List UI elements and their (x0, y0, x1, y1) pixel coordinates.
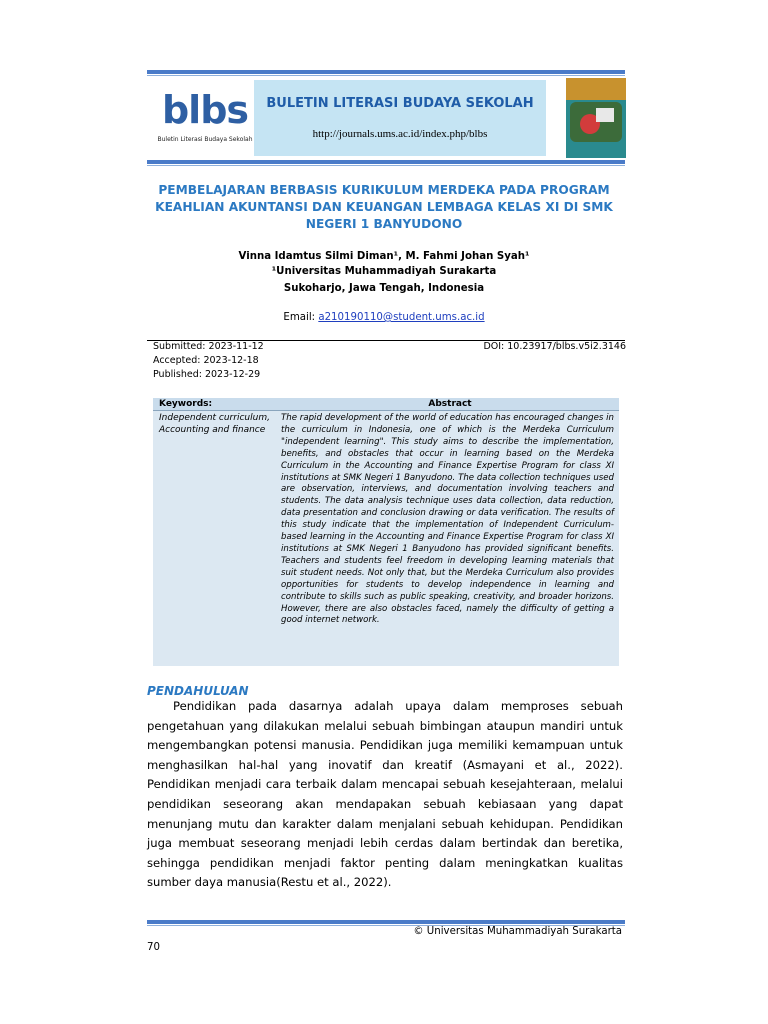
accepted-date: Accepted: 2023-12-18 (153, 355, 259, 366)
journal-title: BULETIN LITERASI BUDAYA SEKOLAH (266, 96, 534, 111)
abstract-table-header (153, 398, 619, 411)
intro-paragraph: Pendidikan pada dasarnya adalah upaya dalam memproses sebuah pengetahuan yang dilakukan melalui sebuah bimbingan ataupun mandiri untuk mengembangkan potensi manusia. Pendidikan juga memiliki kemampuan untuk menghasilkan hal-hal yang inovatif dan kreatif (Asmayani et al., 2022). Pendidikan menjadi cara terbaik dalam mencapai sebuah kesejahteraan, melalui pendidikan seseorang akan mendapakan sebuah kebiasaan yang dapat menunjang mutu dan karakter dalam menjalani sebuah kehidupan. Pendidikan juga membuat seseorang menjadi lebih cerdas dalam bertindak dan beretika, sehingga pendidikan menjadi faktor penting dalam meningkatkan kualitas sumber daya manusia(Restu et al., 2022). (147, 699, 623, 890)
keywords-text: Independent curriculum, Accounting and finance (159, 413, 270, 435)
journal-url[interactable]: http://journals.ums.ac.id/index.php/blbs (312, 128, 488, 140)
logo-wordmark: blbs (161, 88, 249, 132)
author-affiliation: ¹Universitas Muhammadiyah Surakarta (271, 266, 497, 277)
section-heading: PENDAHULUAN (147, 684, 249, 698)
keywords-header: Keywords: (159, 399, 213, 409)
journal-logo (157, 86, 253, 152)
abstract-text: The rapid development of the world of education has encouraged changes in the curriculum in Indonesia, one of which is the Merdeka Curriculum "independent learning". This study aims to describe the implementation, benefits, and obstacles that occur in learning based on the Merdeka Curriculum in the Accounting and Finance Expertise Program for class XI institutions at SMK Negeri 1 Banyudono. The data collection techniques used are observation, interviews, and documentation involving teachers and students. The data analysis technique uses data collection, data reduction, data presentation and conclusion drawing or data verification. The results of this study indicate that the implementation of Independent Curriculum-based learning in the Accounting and Finance Expertise Program for class XI institutions at SMK Negeri 1 Banyudono has provided significant benefits. Teachers and students feel freedom in developing learning materials that suit student needs. Not only that, but the Merdeka Curriculum also provides opportunities for students to develop independence in learning and contribute to skills such as public speaking, creativity, and broader horizons. However, there are also obstacles faced, namely the difficulty of getting a good internet network. (281, 413, 614, 626)
header-bottom-rule (147, 160, 625, 164)
header-bottom-rule-thin (147, 165, 625, 166)
journal-title-box (254, 80, 546, 156)
footer-rule (147, 920, 625, 924)
header-top-rule-thin (147, 75, 625, 76)
email-link[interactable]: a210190110@student.ums.ac.id (318, 312, 485, 323)
abstract-table (153, 398, 619, 666)
abstract-header: Abstract (428, 399, 472, 409)
page-number: 70 (147, 942, 160, 953)
logo-subtitle: Buletin Literasi Budaya Sekolah (157, 136, 253, 143)
submitted-date: Submitted: 2023-11-12 (153, 341, 264, 352)
journal-cover-image (566, 78, 626, 158)
paper-title: PEMBELAJARAN BERBASIS KURIKULUM MERDEKA PADA PROGRAM KEAHLIAN AKUNTANSI DAN KEUANGAN LEMBAGA KELAS XI DI SMK NEGERI 1 BANYUDONO (155, 183, 613, 231)
author-email-line (150, 312, 618, 323)
email-label: Email: (283, 312, 319, 323)
doi[interactable]: DOI: 10.23917/blbs.v5i2.3146 (483, 341, 626, 352)
author-names: Vinna Idamtus Silmi Diman¹, M. Fahmi Johan Syah¹ (238, 251, 530, 262)
header-top-rule (147, 70, 625, 74)
published-date: Published: 2023-12-29 (153, 369, 261, 380)
copyright: © Universitas Muhammadiyah Surakarta (413, 926, 622, 937)
author-location: Sukoharjo, Jawa Tengah, Indonesia (283, 283, 485, 294)
